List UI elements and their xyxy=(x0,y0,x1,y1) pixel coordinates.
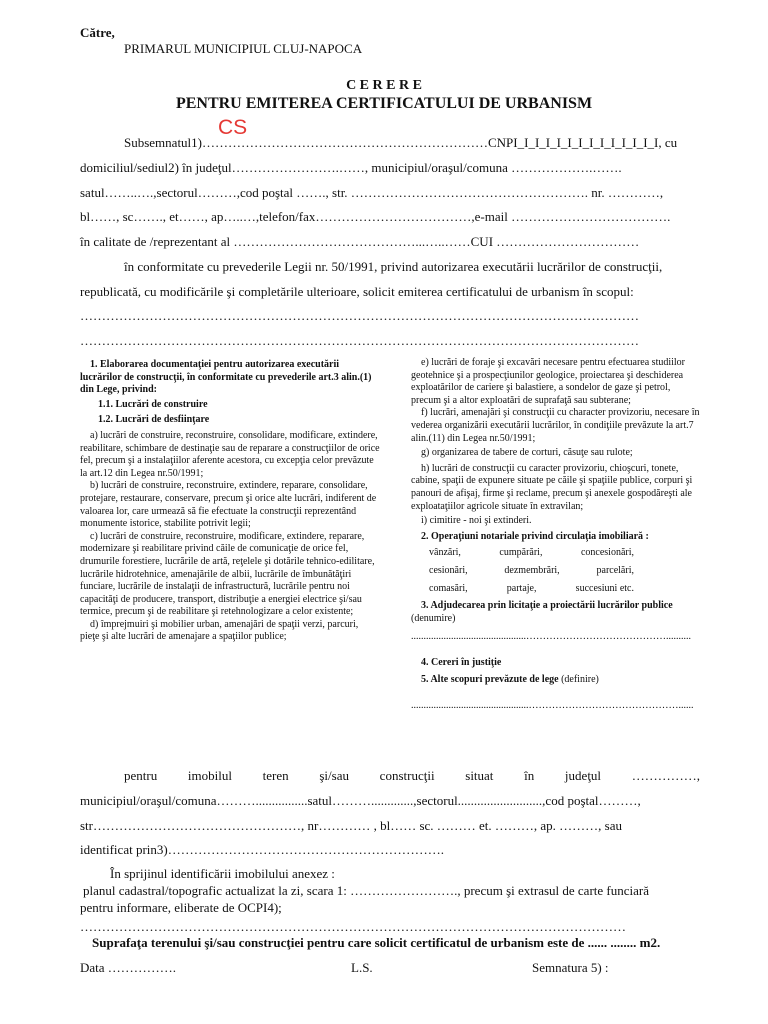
intro-line-1: Subsemnatul1)…………………………………………………………CNPI_I_I_I_I_I_I_I_I_I_I_I_I_I, cu xyxy=(124,135,678,150)
property-line-3: str…………………………………………, nr………… , bl…… sc. ……… et. ………, ap. ………, sau xyxy=(80,818,623,833)
section-3-dots: ..............................................…………………………………….......... xyxy=(411,631,691,643)
section-1-2: 1.2. Lucrări de desfiinţare xyxy=(98,414,210,426)
right-column xyxy=(411,357,701,713)
op-cumparari: cumpărări, xyxy=(499,547,543,559)
property-line-8: ……………………………………………………………………………………………………………… xyxy=(80,919,626,934)
doc-title: C E R E R E xyxy=(346,78,422,93)
section-3-note: (denumire) xyxy=(411,612,456,624)
cs-stamp: CS xyxy=(218,116,248,139)
intro-line-8: ………………………………………………………………………………………………………………… xyxy=(80,308,639,323)
ls-mark: L.S. xyxy=(351,960,373,975)
signature-field: Semnatura 5) : xyxy=(532,960,609,975)
item-h: h) lucrări de construcţii cu caracter provizoriu, chioşcuri, tonete, cabine, spaţii de expunere situate pe căile şi spaţiile publice, corpuri şi panouri de afişaj, firme şi reclame, precum şi anexele gospodăreşti ale exploataţiilor agricole situate în extravilan; xyxy=(411,462,693,512)
item-b: b) lucrări de construire, reconstruire, extindere, reparare, consolidare, protejare, restaurare, conservare, precum şi orice alte lucrări, indiferent de valoarea lor, care urmează să fie efectuate la construcţii reprezentând monumente istorice, stabilite potrivit legii; xyxy=(80,480,377,530)
item-a: a) lucrări de construire, reconstruire, consolidare, modificare, extindere, reabilitare, schimbare de destinaţie sau de reparare a construcţiilor de orice fel, precum şi a instalaţiilor aferente acestora, cu excepţia celor prevăzute la art.12 din Legea nr.50/1991; xyxy=(80,429,380,479)
intro-line-7: republicată, cu modificările şi completările ulterioare, solicit emiterea certificatului de urbanism în scopul: xyxy=(80,284,634,299)
op-vanzari: vânzări, xyxy=(429,547,461,559)
ops-row-3 xyxy=(411,583,634,596)
date-field: Data ……………. xyxy=(80,960,177,975)
intro-line-6: în conformitate cu prevederile Legii nr. 50/1991, privind autorizarea executării lucrărilor de construcţii, xyxy=(124,259,663,274)
property-line-5: În sprijinul identificării imobilului anexez : xyxy=(110,866,335,881)
property-line-6: planul cadastral/topografic actualizat la zi, scara 1: ……………………., precum şi extrasul de carte funciară xyxy=(83,883,649,898)
item-e: e) lucrări de foraje şi excavări necesare pentru efectuarea studiilor geotehnice şi a prospecţiunilor geologice, proiectarea şi deschiderea exploatărilor de cariere şi balastiere, a sondelor de gaze şi petrol, precum şi a altor exploatări de suprafaţă sau subterane; xyxy=(411,357,686,406)
property-line-2: municipiul/oraşul/comuna………................satul……….............,sectorul..........................,cod poştal………, xyxy=(80,793,641,808)
item-d: d) împrejmuiri şi mobilier urban, amenajări de spaţii verzi, parcuri, pieţe şi alte lucrări de amenajare a spaţiilor publice; xyxy=(80,618,359,643)
intro-line-9: ………………………………………………………………………………………………………………… xyxy=(80,333,639,348)
item-i: i) cimitire - noi şi extinderi. xyxy=(421,515,532,527)
intro-line-3: satul……..….,sectorul………,cod poştal ……., str. ………………………………………………. nr. …………, xyxy=(80,185,664,200)
section-5-dots: ...............................................………………………………………...... xyxy=(411,700,694,712)
section-5-heading: 5. Alte scopuri prevăzute de lege xyxy=(421,674,559,686)
property-line-4: identificat prin3)………………………………………………………. xyxy=(80,842,444,857)
op-comasari: comasări, xyxy=(429,582,468,594)
section-2-heading: 2. Operaţiuni notariale privind circulaţia imobiliară : xyxy=(421,530,649,542)
op-partaje: partaje, xyxy=(506,582,537,594)
section-5-note: (definire) xyxy=(561,674,599,686)
intro-line-2: domiciliul/sediul2) în judeţul…………………….……, municipiul/oraşul/comuna ……………….……. xyxy=(80,160,622,175)
item-g: g) organizarea de tabere de corturi, căsuţe sau rulote; xyxy=(421,447,633,459)
op-cesionari: cesionări, xyxy=(429,564,468,576)
op-concesionari: concesionări, xyxy=(580,547,634,559)
section-1-heading: 1. Elaborarea documentaţiei pentru autorizarea executării lucrărilor de construcţii, în conformitate cu prevederile art.3 alin.(1) din Lege, privind: xyxy=(80,359,372,396)
section-5 xyxy=(411,674,701,687)
section-1-1: 1.1. Lucrări de construire xyxy=(98,398,208,410)
property-line-7: pentru informare, eliberate de OCPI4); xyxy=(80,900,282,915)
doc-subtitle: PENTRU EMITEREA CERTIFICATULUI DE URBANISM xyxy=(175,95,593,112)
intro-line-4: bl……, sc……., et……, ap…..…,telefon/fax………………………………,e-mail ………………………………. xyxy=(80,209,671,224)
section-4-heading: 4. Cereri în justiţie xyxy=(421,656,502,668)
ops-row-2 xyxy=(411,565,634,578)
recipient: PRIMARUL MUNICIPIUL CLUJ-NAPOCA xyxy=(124,41,363,56)
ops-row-1 xyxy=(411,547,634,560)
item-f: f) lucrări, amenajări şi construcţii cu character provizoriu, necesare în vederea organizării executării lucrărilor, în condiţiile prevăzute la art.7 alin.(11) din Legea nr.50/1991; xyxy=(411,407,700,444)
section-3-heading: 3. Adjudecarea prin licitaţie a proiectării lucrărilor publice xyxy=(421,600,673,612)
intro-line-5: în calitate de /reprezentant al ……………………………………...…..……CUI …………………………… xyxy=(80,234,640,249)
op-parcelari: parcelări, xyxy=(596,564,634,576)
surface-statement: Suprafaţa terenului şi/sau construcţiei pentru care solicit certificatul de urbanism este de ...... ........ m2. xyxy=(92,935,661,950)
addressee-label: Către, xyxy=(80,25,115,40)
section-3 xyxy=(411,600,701,625)
property-line-1: pentru imobilul teren şi/sau construcţii situat în judeţul ……………, xyxy=(124,768,700,783)
op-succesiuni: succesiuni etc. xyxy=(575,582,634,594)
item-c: c) lucrări de construire, reconstruire, modificare, extindere, reparare, modernizare şi reabilitare privind căile de comunicaţie de orice fel, drumurile forestiere, lucrările de artă, reţelele şi dotările tehnico-edilitare, lucrările hidrotehnice, amenajările de albii, lucrările de îmbunătăţiri funciare, lucrările de instalaţii de infrastructură, lucrările pentru noi capacităţi de producere, transport, distribuţie a energiei electrice şi/sau termice, precum şi de reabilitare şi retehnologizare a celor existente; xyxy=(80,530,375,618)
left-column xyxy=(80,359,380,644)
op-dezmembrari: dezmembrări, xyxy=(504,564,560,576)
